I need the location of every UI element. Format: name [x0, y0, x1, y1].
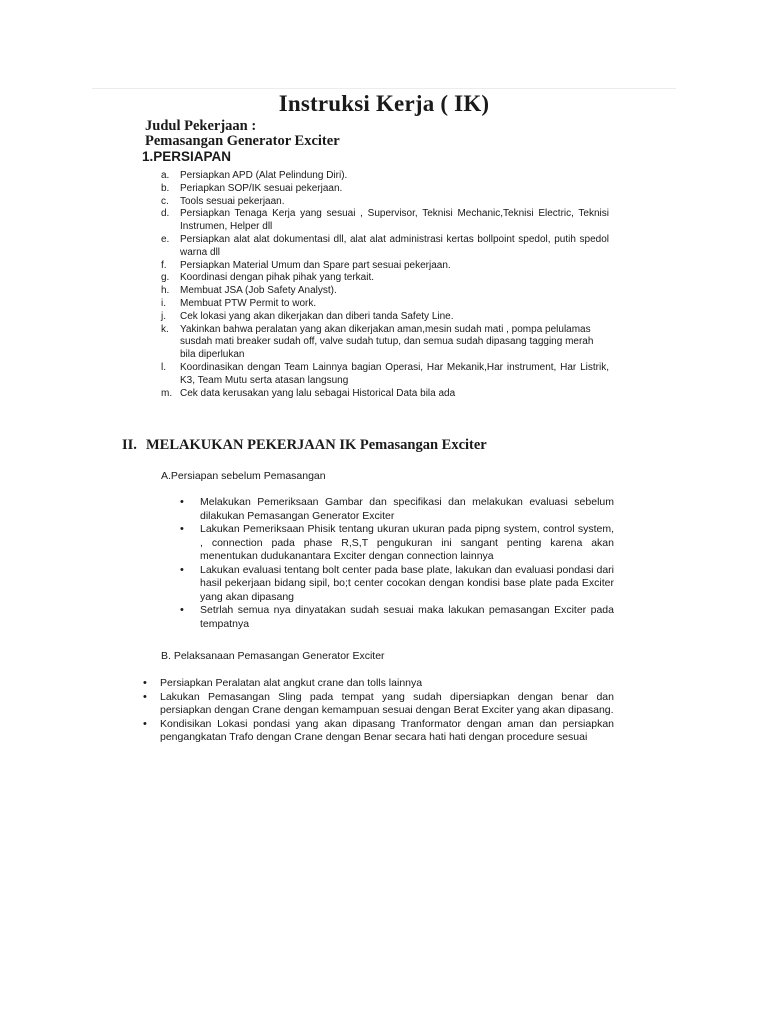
list-item-key: d.	[161, 208, 170, 220]
list-item-key: f.	[161, 259, 167, 271]
list-item-text: Membuat JSA (Job Safety Analyst).	[180, 285, 337, 297]
list-item-text: Membuat PTW Permit to work.	[180, 297, 317, 309]
list-item-text: Yakinkan bahwa peralatan yang akan dikerjakan aman,mesin sudah mati , pompa pelulamas susdah mati breaker sudah off, valve sudah tutup, dan semua sudah dipasang tagging merah bila diperlukan	[180, 323, 594, 361]
list-item-key: e.	[161, 233, 170, 245]
list-item	[161, 298, 609, 311]
list-item	[161, 196, 609, 209]
bullet-icon: •	[180, 496, 184, 508]
subsection-b-list	[143, 677, 614, 745]
list-item	[180, 604, 614, 631]
list-item-key: k.	[161, 323, 169, 335]
subsection-a-list	[180, 496, 614, 631]
list-item-text: Cek lokasi yang akan dikerjakan dan diberi tanda Safety Line.	[180, 310, 454, 322]
subsection-b-heading: B. Pelaksanaan Pemasangan Generator Exciter	[161, 650, 385, 662]
list-item	[161, 170, 609, 183]
job-title-value: Pemasangan Generator Exciter	[145, 133, 340, 149]
list-item-text: Lakukan evaluasi tentang bolt center pada base plate, lakukan dan evaluasi pondasi dari hasil pekerjaan bidang sipil, bo;t center cocokan dengan kondisi base plate pada Exciter yang akan dipasang	[200, 563, 614, 603]
list-item-text: Persiapkan Peralatan alat angkut crane dan tolls lainnya	[160, 677, 423, 689]
list-item	[161, 234, 609, 260]
list-item-text: Periapkan SOP/IK sesuai pekerjaan.	[180, 182, 343, 194]
list-item-text: Kondisikan Lokasi pondasi yang akan dipasang Tranformator dengan aman dan persiapkan pengangkatan Trafo dengan Crane dengan Benar secara hati hati dengan procedure sesuai	[160, 717, 614, 743]
list-item	[180, 523, 614, 564]
section-persiapan-heading: 1.PERSIAPAN	[142, 149, 232, 164]
list-item-text: Lakukan Pemasangan Sling pada tempat yang sudah dipersiapkan dengan benar dan persiapkan dengan Crane dengan kemampuan sesuai dengan Berat Exciter yang akan dipasang.	[160, 690, 614, 716]
list-item-text: Melakukan Pemeriksaan Gambar dan specifikasi dan melakukan evaluasi sebelum dilakukan Pemasangan Generator Exciter	[200, 496, 614, 522]
list-item-text: Persiapkan Material Umum dan Spare part sesuai pekerjaan.	[180, 259, 451, 271]
list-item	[161, 183, 609, 196]
list-item	[161, 311, 609, 324]
list-item-text: Cek data kerusakan yang lalu sebagai Historical Data bila ada	[180, 387, 456, 399]
list-item-key: m.	[161, 387, 173, 399]
list-item-text: Koordinasi dengan pihak pihak yang terkait.	[180, 272, 375, 284]
list-item	[180, 496, 614, 523]
list-item-key: l.	[161, 361, 166, 373]
list-item-text: Persiapkan APD (Alat Pelindung Diri).	[180, 170, 348, 181]
list-item	[161, 362, 609, 388]
list-item-text: Persiapkan Tenaga Kerja yang sesuai , Supervisor, Teknisi Mechanic,Teknisi Electric, Teknisi Instrumen, Helper dll	[180, 208, 609, 233]
list-item	[161, 285, 609, 298]
document-title: Instruksi Kerja ( IK)	[278, 91, 490, 116]
bullet-icon: •	[143, 717, 147, 730]
list-item-key: a.	[161, 170, 170, 181]
persiapan-list	[161, 170, 609, 400]
list-item	[180, 564, 614, 605]
list-item	[161, 260, 609, 273]
section-heading-text: MELAKUKAN PEKERJAAN IK Pemasangan Exciter	[146, 437, 487, 453]
job-title-label: Judul Pekerjaan :	[145, 118, 257, 134]
subsection-a-heading: A.Persiapan sebelum Pemasangan	[161, 470, 326, 482]
bullet-icon: •	[180, 604, 184, 616]
bullet-icon: •	[180, 523, 184, 535]
list-item	[161, 388, 609, 401]
section-pekerjaan-heading	[122, 437, 487, 454]
list-item-text: Setrlah semua nya dinyatakan sudah sesuai maka lakukan pemasangan Exciter pada tempatnya	[200, 604, 614, 630]
list-item	[161, 324, 609, 362]
page-top-rule	[92, 88, 676, 89]
list-item-text: Koordinasikan dengan Team Lainnya bagian Operasi, Har Mekanik,Har instrument, Har Listrik, K3, Team Mutu serta atasan langsung	[180, 361, 609, 386]
list-item	[161, 272, 609, 285]
list-item-key: j.	[161, 310, 166, 322]
list-item	[143, 691, 614, 718]
bullet-icon: •	[180, 563, 184, 576]
list-item	[161, 208, 609, 234]
list-item-text: Lakukan Pemeriksaan Phisik tentang ukuran ukuran pada pipng system, control system, , connection pada phase R,S,T pengukuran ini sangant penting karena akan menentukan dudukanantara Exciter dengan connection lainnya	[200, 523, 614, 562]
list-item-key: h.	[161, 285, 170, 297]
list-item-key: c.	[161, 195, 169, 207]
list-item-key: i.	[161, 297, 166, 309]
list-item	[143, 677, 614, 691]
bullet-icon: •	[143, 690, 147, 703]
list-item-text: Tools sesuai pekerjaan.	[180, 195, 285, 207]
list-item-text: Persiapkan alat alat dokumentasi dll, alat alat administrasi kertas bollpoint spedol, putih spedol warna dll	[180, 233, 609, 258]
bullet-icon: •	[143, 677, 147, 689]
list-item-key: g.	[161, 272, 170, 284]
list-item	[143, 718, 614, 745]
section-number: II.	[122, 437, 137, 453]
list-item-key: b.	[161, 182, 170, 194]
